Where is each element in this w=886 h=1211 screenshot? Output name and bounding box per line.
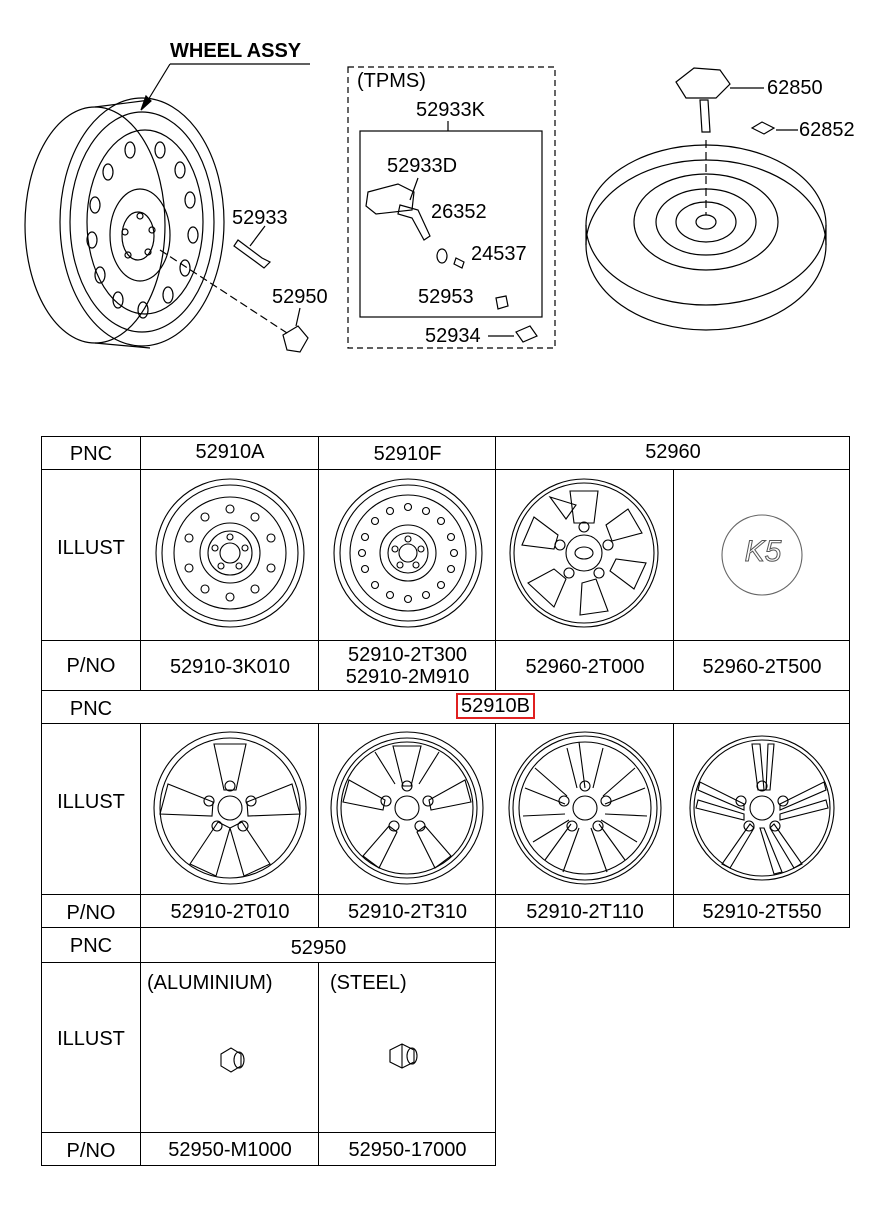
row-label-pno-2: P/NO — [66, 902, 116, 924]
callout-26352: 26352 — [431, 201, 487, 223]
illust-52910A — [156, 479, 304, 627]
pnc-52910B-cell — [141, 695, 850, 717]
diagram-title: WHEEL ASSY — [170, 40, 302, 62]
pno-52950-M1000: 52950-M1000 — [168, 1139, 292, 1161]
callout-52953: 52953 — [418, 286, 474, 308]
pnc-52950: 52950 — [290, 937, 347, 959]
row-label-illust-2: ILLUST — [57, 791, 125, 813]
sub-steel: (STEEL) — [330, 972, 407, 994]
badge-k5-text: K5 — [744, 535, 782, 568]
illust-52910B-2 — [331, 732, 483, 884]
steel-wheel-drawing — [25, 98, 224, 348]
pno-52910-2T550: 52910-2T550 — [702, 901, 822, 923]
callout-52950: 52950 — [272, 286, 328, 308]
pno-52960-2T000: 52960-2T000 — [525, 656, 645, 678]
illust-52960-cover — [510, 479, 658, 627]
callout-52933: 52933 — [232, 207, 288, 229]
row-label-pno-1: P/NO — [66, 655, 116, 677]
pnc-52910A: 52910A — [195, 441, 265, 463]
row-label-pnc-3: PNC — [69, 935, 113, 957]
sub-aluminium: (ALUMINIUM) — [147, 972, 273, 994]
pno-52910-2T010: 52910-2T010 — [170, 901, 290, 923]
callout-62850: 62850 — [767, 77, 823, 99]
callout-62852: 62852 — [799, 119, 855, 141]
callout-52933D: 52933D — [387, 155, 458, 177]
pno-52960-2T500: 52960-2T500 — [702, 656, 822, 678]
pnc-52910F: 52910F — [373, 443, 442, 465]
row-label-pno-3: P/NO — [66, 1140, 116, 1162]
pnc-52910B: 52910B — [456, 693, 535, 719]
callout-24537: 24537 — [471, 243, 527, 265]
illust-52910B-4 — [690, 736, 834, 880]
spare-tire-drawing — [586, 68, 826, 330]
pno-52910-3K010: 52910-3K010 — [169, 656, 291, 678]
valve-drawing — [234, 226, 270, 268]
illust-nut-steel — [390, 1044, 417, 1068]
illust-52910F — [334, 479, 482, 627]
callout-52933K: 52933K — [416, 99, 485, 121]
pno-52910-2M910: 52910-2M910 — [345, 666, 470, 688]
pno-52910-2T310: 52910-2T310 — [348, 901, 467, 923]
row-label-pnc-2: PNC — [69, 698, 113, 720]
row-label-illust-1: ILLUST — [57, 537, 125, 559]
row-label-illust-3: ILLUST — [57, 1028, 125, 1050]
pno-52910-2T110: 52910-2T110 — [526, 901, 644, 923]
illust-52910B-1 — [154, 732, 306, 884]
pno-52950-17000: 52950-17000 — [348, 1139, 467, 1161]
pno-52910-2T300: 52910-2T300 — [348, 644, 467, 666]
pnc-52960: 52960 — [645, 441, 701, 463]
tpms-label: (TPMS) — [357, 70, 426, 92]
illust-52910B-3 — [509, 732, 661, 884]
callout-52934: 52934 — [425, 325, 481, 347]
illust-nut-aluminium — [221, 1048, 244, 1072]
wheel-holes — [87, 142, 198, 318]
row-label-pnc-1: PNC — [69, 443, 113, 465]
